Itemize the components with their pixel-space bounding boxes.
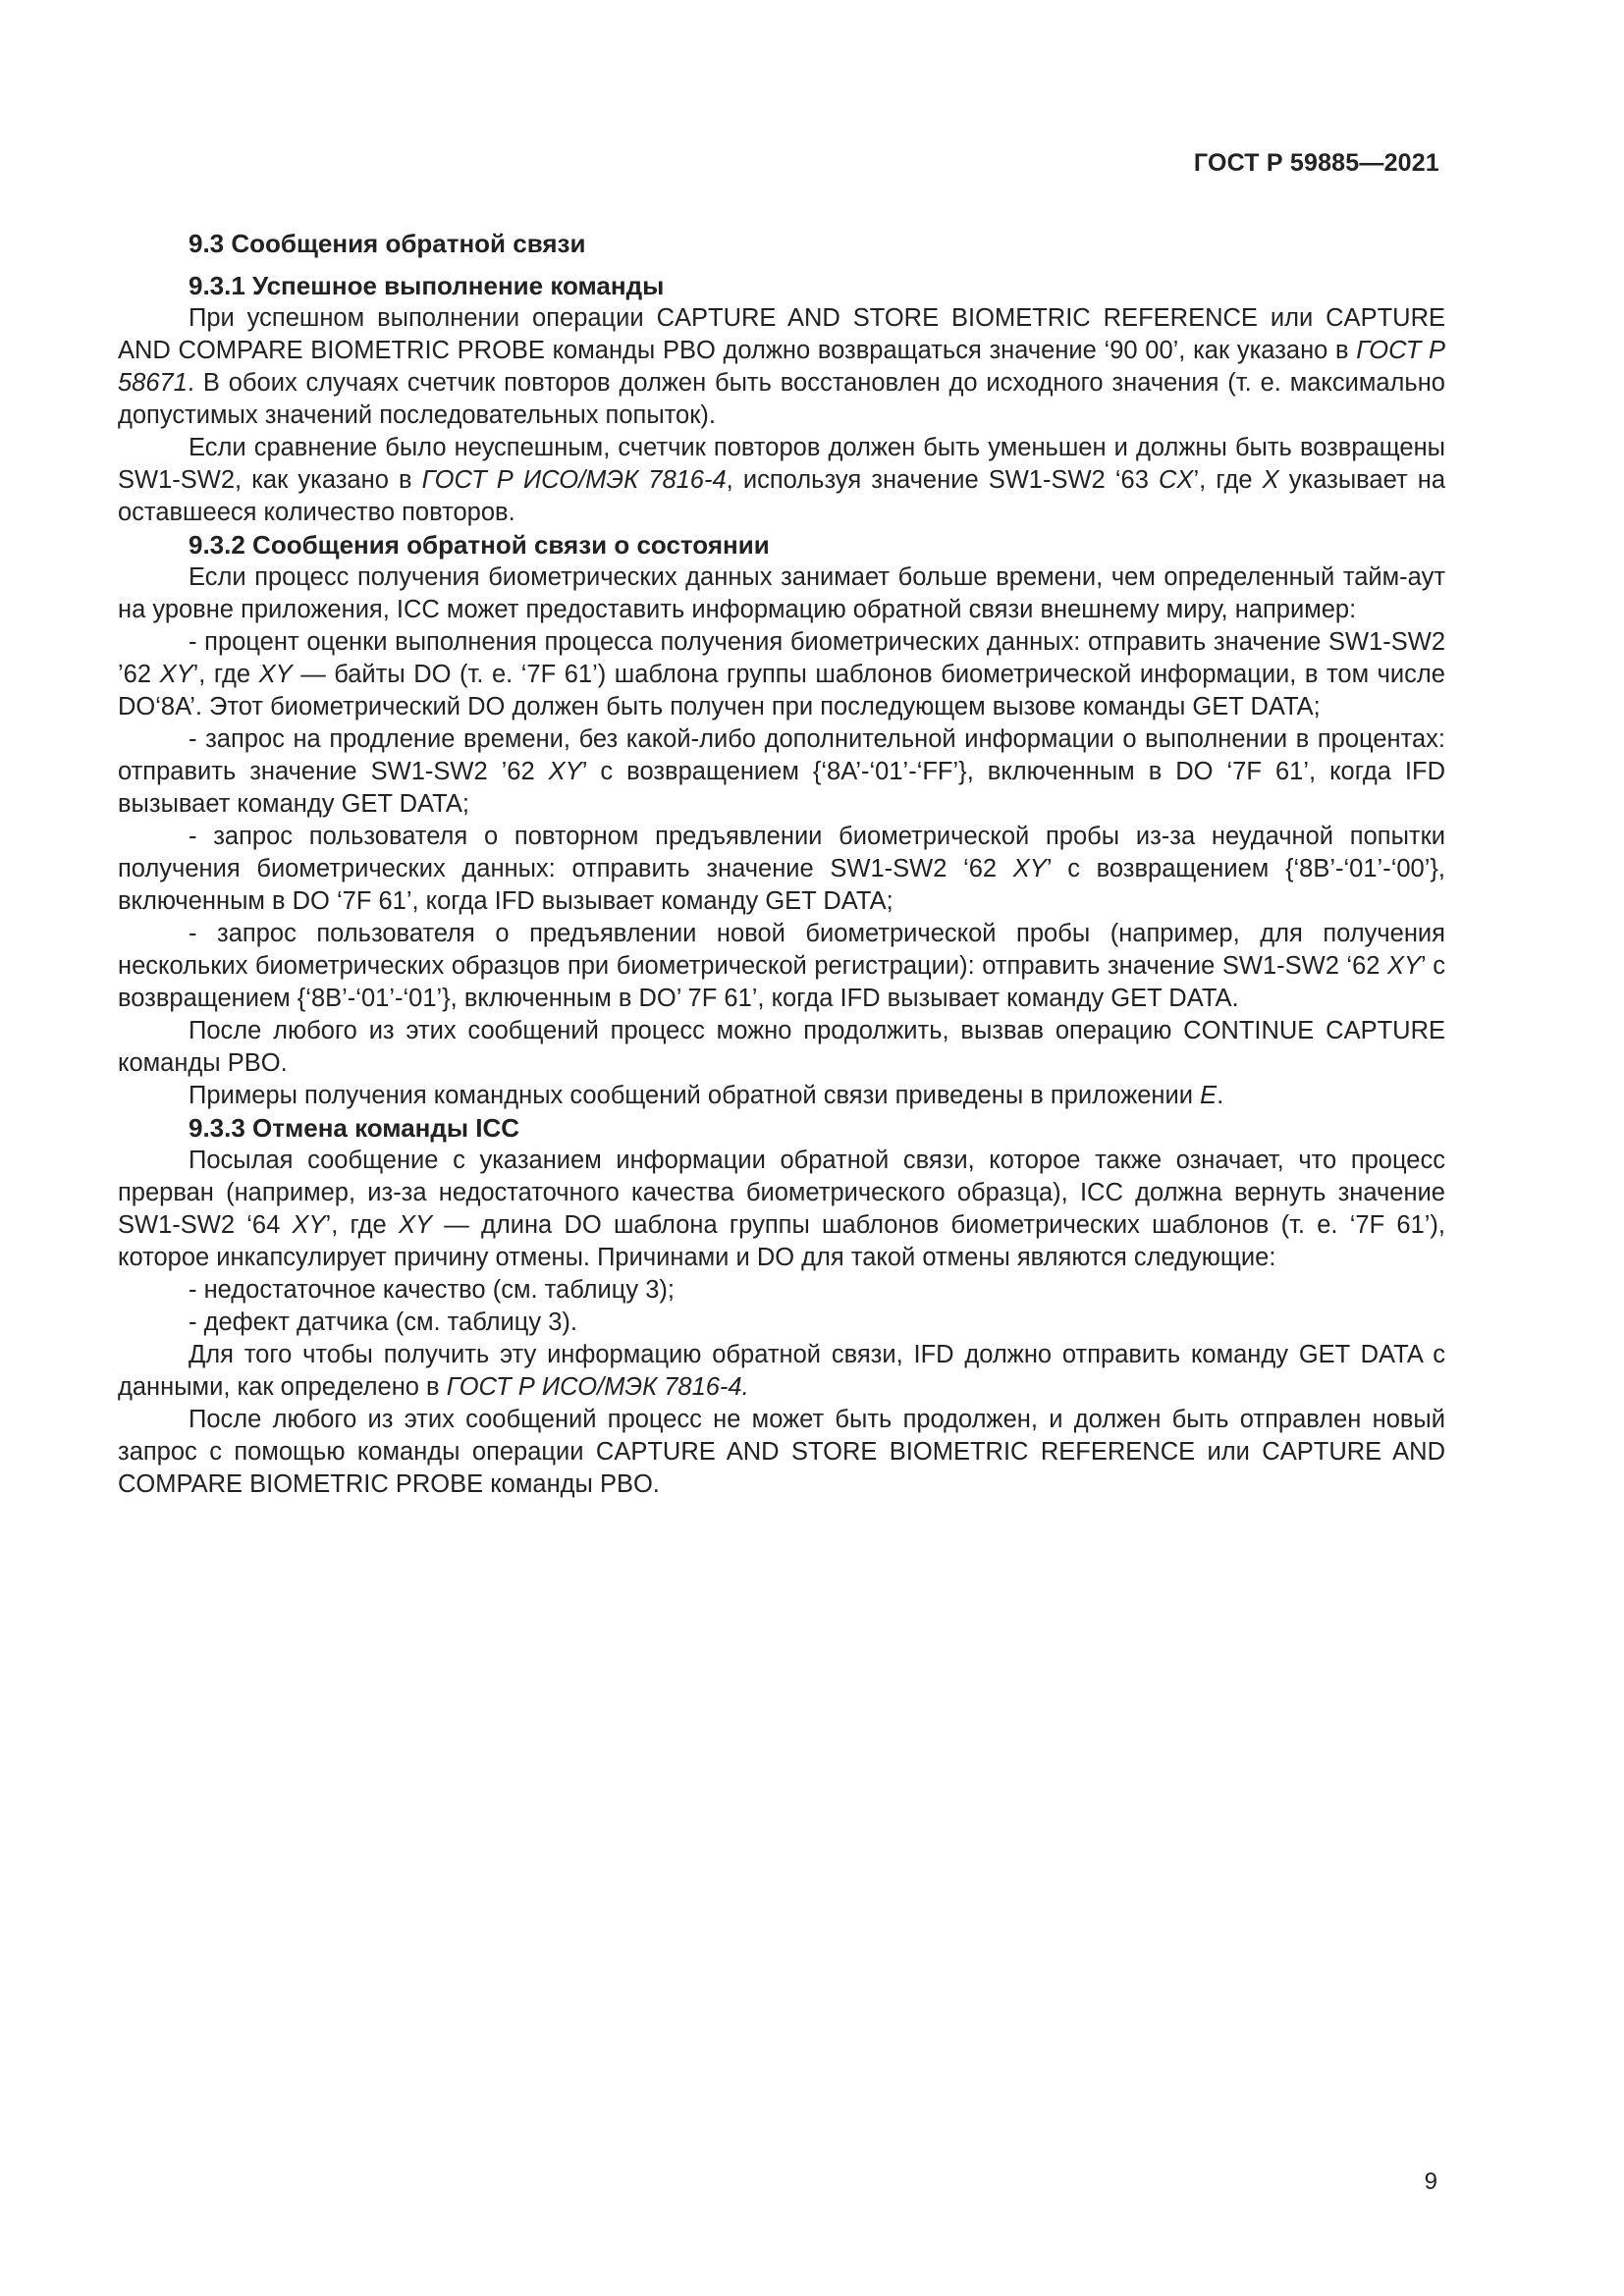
list-item: - запрос пользователя о повторном предъявлении биометрической пробы из-за неудачной попытки получения биометрических данных: отправить значение SW1-SW2 ‘62 XY’ с возвращением {‘8B’-‘01’-‘00’}, включенным в DO ‘7F 61’, когда IFD вызывает команду GET DATA; [118, 823, 1445, 915]
document-body [118, 228, 1445, 1501]
list-item: - процент оценки выполнения процесса получения биометрических данных: отправить значение SW1-SW2 ’62 XY’, где XY — байты DO (т. е. ‘7F 61’) шаблона группы шаблонов биометрической информации, в том числе DO‘8A’. Этот биометрический DO должен быть получен при последующем вызове команды GET DATA; [118, 628, 1445, 721]
paragraph: Примеры получения командных сообщений обратной связи приведены в приложении Е. [189, 1082, 1224, 1109]
reference: ГОСТ Р ИСО/МЭК 7816-4. [446, 1373, 749, 1401]
paragraph: Для того чтобы получить эту информацию обратной связи, IFD должно отправить команду GET DATA с данными, как определено в ГОСТ Р ИСО/МЭК 7816-4. [118, 1341, 1445, 1401]
subsection-title-9-3-1: 9.3.1 Успешное выполнение команды [189, 271, 665, 300]
paragraph: После любого из этих сообщений процесс можно продолжить, вызвав операцию CONTINUE CAPTURE команды PBO. [118, 1017, 1445, 1077]
list-item: - дефект датчика (см. таблицу 3). [189, 1308, 577, 1336]
list-item: - запрос пользователя о предъявлении новой биометрической пробы (например, для получения нескольких биометрических образцов при биометрической регистрации): отправить значение SW1-SW2 ‘62 XY’ с возвращением {‘8B’-‘01’-‘01’}, включенным в DO’ 7F 61’, когда IFD вызывает команду GET DATA. [118, 920, 1445, 1012]
section-title: 9.3 Сообщения обратной связи [189, 229, 586, 258]
document-id: ГОСТ Р 59885—2021 [1193, 149, 1439, 177]
subsection-title-9-3-3: 9.3.3 Отмена команды ICC [189, 1113, 520, 1143]
subsection-title-9-3-2: 9.3.2 Сообщения обратной связи о состоянии [189, 530, 770, 560]
paragraph: Если сравнение было неуспешным, счетчик повторов должен быть уменьшен и должны быть возвращены SW1-SW2, как указано в ГОСТ Р ИСО/МЭК 7816-4, используя значение SW1-SW2 ‘63 CX’, где X указывает на оставшееся количество повторов. [118, 434, 1446, 526]
page-number: 9 [1424, 2168, 1437, 2195]
reference: ГОСТ Р ИСО/МЭК 7816-4 [421, 466, 727, 494]
list-item: - запрос на продление времени, без какой-либо дополнительной информации о выполнении в процентах: отправить значение SW1-SW2 ’62 XY’ с возвращением {‘8A’-‘01’-‘FF’}, включенным в DO ‘7F 61’, когда IFD вызывает команду GET DATA; [118, 725, 1445, 818]
paragraph: Если процесс получения биометрических данных занимает больше времени, чем определенный тайм-аут на уровне приложения, ICC может предоставить информацию обратной связи внешнему миру, например: [118, 563, 1445, 623]
paragraph: После любого из этих сообщений процесс не может быть продолжен, и должен быть отправлен новый запрос с помощью команды операции CAPTURE AND STORE BIOMETRIC REFERENCE или CAPTURE AND COMPARE BIOMETRIC PROBE команды PBO. [118, 1406, 1445, 1498]
reference: ГОСТ Р 58671 [118, 337, 1445, 397]
paragraph: При успешном выполнении операции CAPTURE AND STORE BIOMETRIC REFERENCE или CAPTURE AND COMPARE BIOMETRIC PROBE команды PBO должно возвращаться значение ‘90 00’, как указано в ГОСТ Р 58671. В обоих случаях счетчик повторов должен быть восстановлен до исходного значения (т. е. максимально допустимых значений последовательных попыток). [118, 304, 1445, 429]
list-item: - недостаточное качество (см. таблицу 3); [189, 1276, 675, 1304]
paragraph: Посылая сообщение с указанием информации обратной связи, которое также означает, что процесс прерван (например, из-за недостаточного качества биометрического образца), ICC должна вернуть значение SW1-SW2 ‘64 XY’, где XY — длина DO шаблона группы шаблонов биометрических шаблонов (т. е. ‘7F 61’), которое инкапсулирует причину отмены. Причинами и DO для такой отмены являются следующие: [118, 1147, 1445, 1271]
